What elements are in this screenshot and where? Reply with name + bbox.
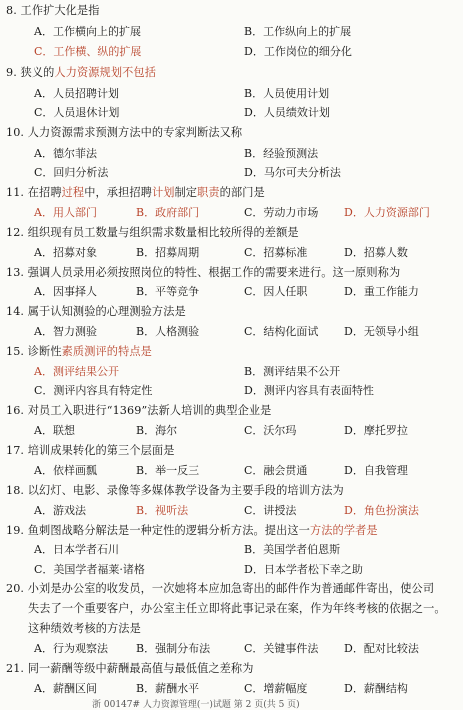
question-number: 19.: [6, 524, 25, 537]
question-18: [6, 484, 344, 498]
option-a: A．人员招聘计划: [34, 87, 119, 100]
option-c: C．工作横、纵的扩展: [34, 45, 142, 58]
option-d: D．重工作能力: [344, 285, 419, 298]
question-stem: 狭义的: [20, 66, 55, 79]
option-b: B．美国学者伯恩斯: [244, 543, 341, 556]
option-b: B．测评结果不公开: [244, 365, 341, 378]
question-stem: 的部门是: [219, 186, 265, 199]
question-number: 18.: [6, 484, 25, 497]
option-d: D．角色扮演法: [344, 504, 419, 517]
option-d: D．无领导小组: [344, 325, 419, 338]
option-b: B．薪酬水平: [136, 682, 200, 695]
question-stem: 鱼刺图战略分解法是一种定性的逻辑分析方法。提出这一: [27, 524, 310, 537]
question-14: [6, 305, 186, 319]
question-stem: 在招聘: [27, 186, 62, 199]
question-20: [6, 582, 434, 596]
option-b: B．工作纵向上的扩展: [244, 25, 352, 38]
question-number: 14.: [6, 305, 25, 318]
question-stem: 中，承担招聘: [84, 186, 152, 199]
question-number: 8.: [6, 4, 17, 17]
page-footer: 浙 00147# 人力资源管理(一)试题 第 2 页(共 5 页): [92, 700, 300, 710]
option-a: A．薪酬区间: [34, 682, 97, 695]
option-d: D．招募人数: [344, 246, 408, 259]
option-d: D．薪酬结构: [344, 682, 408, 695]
question-number: 21.: [6, 662, 25, 675]
option-b: B．平等竞争: [136, 285, 200, 298]
question-20-continued: 这种绩效考核的方法是: [28, 622, 141, 635]
option-d: D．工作岗位的细分化: [244, 45, 352, 58]
option-d: D．马尔可夫分析法: [244, 166, 341, 179]
option-a: A．联想: [34, 424, 75, 437]
option-d: D．测评内容具有表面特性: [244, 384, 374, 397]
option-c: C．招募标准: [244, 246, 308, 259]
question-number: 12.: [6, 226, 25, 239]
question-stem-highlight: 方法的学者是: [309, 524, 378, 537]
option-c: C．美国学者福莱·诸格: [34, 563, 145, 576]
option-d: D．人力资源部门: [344, 206, 430, 219]
option-a: A．依样画瓢: [34, 464, 97, 477]
question-number: 10.: [6, 126, 25, 139]
question-stem: 同一薪酬等级中薪酬最高值与最低值之差称为: [27, 662, 254, 675]
question-15: [6, 345, 152, 359]
question-10: [6, 126, 242, 140]
question-17: [6, 444, 175, 458]
question-number: 9.: [6, 66, 17, 79]
option-a: A．用人部门: [34, 206, 97, 219]
option-b: B．政府部门: [136, 206, 200, 219]
option-b: B．人员使用计划: [244, 87, 330, 100]
question-number: 13.: [6, 266, 25, 279]
option-a: A．行为观察法: [34, 642, 108, 655]
question-stem-highlight: 素质测评的特点是: [61, 345, 152, 358]
question-stem: 工作扩大化是指: [20, 4, 100, 17]
question-stem-highlight: 过程: [61, 186, 85, 199]
question-stem-highlight: 人力资源规划不包括: [54, 66, 156, 79]
option-a: A．测评结果公开: [34, 365, 119, 378]
option-d: D．日本学者松下幸之助: [244, 563, 363, 576]
option-b: B．举一反三: [136, 464, 200, 477]
option-c: C．结构化面试: [244, 325, 319, 338]
question-8: [6, 4, 100, 18]
question-number: 15.: [6, 345, 25, 358]
option-a: A．日本学者石川: [34, 543, 119, 556]
option-d: D．摩托罗拉: [344, 424, 408, 437]
option-c: C．劳动力市场: [244, 206, 319, 219]
question-21: [6, 662, 254, 676]
question-12: [6, 226, 299, 240]
option-a: A．德尔菲法: [34, 147, 97, 160]
option-a: A．智力测验: [34, 325, 97, 338]
question-number: 20.: [6, 582, 25, 595]
question-stem: 组织现有员工数量与组织需求数量相比较所得的差额是: [27, 226, 299, 239]
question-number: 17.: [6, 444, 25, 457]
option-c: C．测评内容具有特定性: [34, 384, 153, 397]
option-c: C．讲授法: [244, 504, 297, 517]
option-b: B．海尔: [136, 424, 178, 437]
question-stem: 制定: [174, 186, 198, 199]
option-a: A．工作横向上的扩展: [34, 25, 141, 38]
question-stem-highlight: 计划: [151, 186, 175, 199]
question-number: 11.: [6, 186, 25, 199]
question-number: 16.: [6, 404, 25, 417]
question-13: [6, 266, 400, 280]
option-a: A．招募对象: [34, 246, 97, 259]
question-stem: 属于认知测验的心理测验方法是: [27, 305, 186, 318]
option-d: D．配对比较法: [344, 642, 419, 655]
question-stem: 强调人员录用必须按照岗位的特性、根据工作的需要来进行。这一原则称为: [27, 266, 401, 279]
option-c: C．人员退休计划: [34, 106, 120, 119]
question-9: [6, 66, 156, 80]
question-20-continued: 失去了一个重要客户，办公室主任立即将此事记录在案，作为年终考核的依据之一。: [28, 602, 446, 615]
option-d: D．自我管理: [344, 464, 408, 477]
option-c: C．沃尔玛: [244, 424, 297, 437]
option-c: C．增薪幅度: [244, 682, 308, 695]
option-b: B．视听法: [136, 504, 189, 517]
option-c: C．关键事件法: [244, 642, 319, 655]
option-a: A．因事择人: [34, 285, 97, 298]
option-b: B．强制分布法: [136, 642, 211, 655]
option-c: C．回归分析法: [34, 166, 109, 179]
option-a: A．游戏法: [34, 504, 86, 517]
option-b: B．经验预测法: [244, 147, 319, 160]
question-stem: 培训成果转化的第三个层面是: [27, 444, 175, 457]
option-d: D．人员绩效计划: [244, 106, 330, 119]
question-stem: 诊断性: [27, 345, 62, 358]
question-stem-highlight: 职责: [197, 186, 220, 199]
option-b: B．招募周期: [136, 246, 200, 259]
question-19: [6, 524, 378, 538]
question-16: [6, 404, 271, 418]
question-stem: 人力资源需求预测方法中的专家判断法又称: [27, 126, 243, 139]
option-c: C．融会贯通: [244, 464, 308, 477]
option-b: B．人格测验: [136, 325, 200, 338]
question-stem: 对员工入职进行“1369”法新人培训的典型企业是: [27, 404, 272, 417]
question-stem: 小刘是办公室的收发员，一次她将本应加急寄出的邮件作为普通邮件寄出，使公司: [27, 582, 435, 595]
option-c: C．因人任职: [244, 285, 308, 298]
question-stem: 以幻灯、电影、录像等多媒体教学设备为主要手段的培训方法为: [27, 484, 344, 497]
question-11: [6, 186, 265, 200]
